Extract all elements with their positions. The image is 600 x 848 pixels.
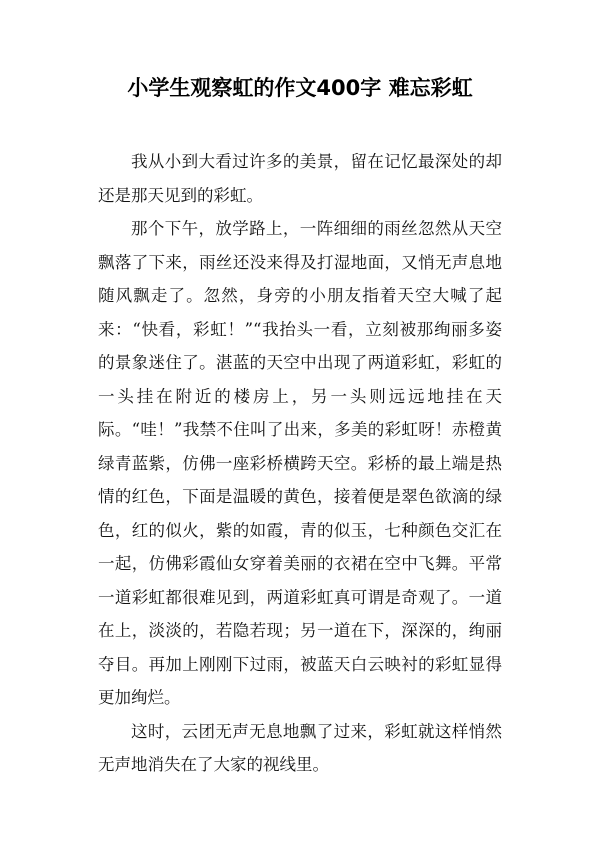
document-body: [98, 145, 502, 782]
document-title: 小学生观察虹的作文400字 难忘彩虹: [127, 76, 473, 100]
paragraph-3: 这时，云团无声无息地飘了过来，彩虹就这样悄然无声地消失在了大家的视线里。: [98, 721, 502, 774]
paragraph-2: 那个下午，放学路上，一阵细细的雨丝忽然从天空飘落了下来，雨丝还没来得及打湿地面，又悄无声息地随风飘走了。忽然，身旁的小朋友指着天空大喊了起来：“快看，彩虹！”“我抬头一看，立刻被那绚丽多姿的景象迷住了。湛蓝的天空中出现了两道彩虹，彩虹的一头挂在附近的楼房上，另一头则远远地挂在天际。“哇！”我禁不住叫了出来，多美的彩虹呀！赤橙黄绿青蓝紫，仿佛一座彩桥横跨天空。彩桥的最上端是热情的红色，下面是温暖的黄色，接着便是翠色欲滴的绿色，红的似火，紫的如霞，青的似玉，七种颜色交汇在一起，仿佛彩霞仙女穿着美丽的衣裙在空中飞舞。平常一道彩虹都很难见到，两道彩虹真可谓是奇观了。一道在上，淡淡的，若隐若现；另一道在下，深深的，绚丽夺目。再加上刚刚下过雨，被蓝天白云映衬的彩虹显得更加绚烂。: [98, 219, 502, 707]
paragraph-1: 我从小到大看过许多的美景，留在记忆最深处的却还是那天见到的彩虹。: [98, 152, 502, 205]
